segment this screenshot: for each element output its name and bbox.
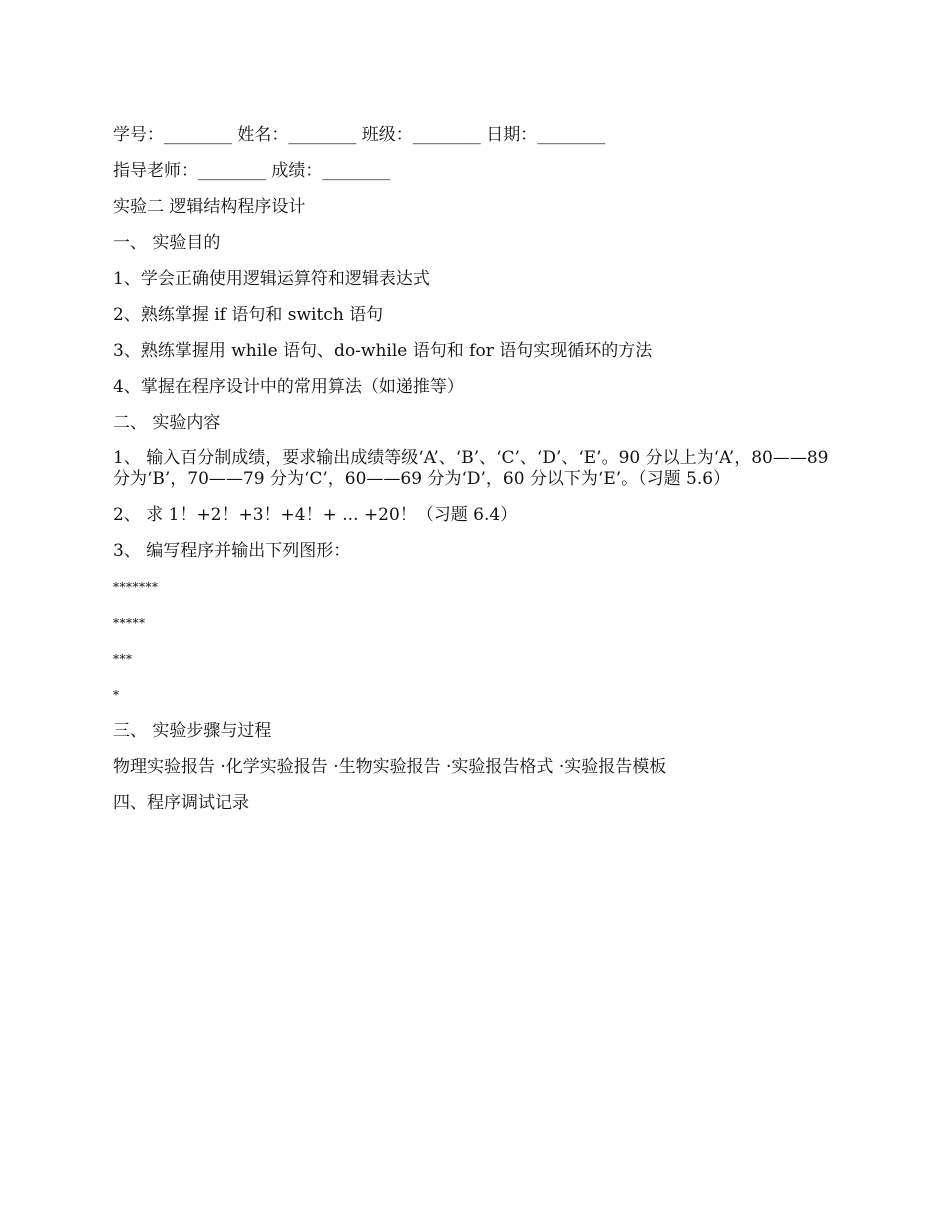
purpose-item: 1、学会正确使用逻辑运算符和逻辑表达式 bbox=[113, 269, 430, 289]
section-heading-steps: 三、 实验步骤与过程 bbox=[113, 721, 272, 741]
content-item: 2、 求 1！+2！+3！+4！+ ... +20！（习题 6.4） bbox=[113, 505, 518, 525]
experiment-title: 实验二 逻辑结构程序设计 bbox=[113, 197, 306, 217]
section-heading-content: 二、 实验内容 bbox=[113, 413, 221, 433]
purpose-item: 3、熟练掌握用 while 语句、do-while 语句和 for 语句实现循环的方法 bbox=[113, 341, 653, 361]
section-heading-debug: 四、程序调试记录 bbox=[113, 793, 249, 813]
pattern-row: ***** bbox=[113, 616, 146, 630]
purpose-item: 4、掌握在程序设计中的常用算法（如递推等） bbox=[113, 377, 464, 397]
related-links-text: 物理实验报告 ·化学实验报告 ·生物实验报告 ·实验报告格式 ·实验报告模板 bbox=[113, 757, 667, 777]
pattern-row: ******* bbox=[113, 580, 159, 594]
content-item: 3、 编写程序并输出下列图形： bbox=[113, 541, 351, 561]
content-item: 1、 输入百分制成绩，要求输出成绩等级‘A’、‘B’、‘C’、‘D’、‘E’。90 分以上为‘A’，80——89 分为‘B’，70——79 分为‘C’，60——69 分为‘D’，60 分以下为‘E’。（习题 5.6） bbox=[113, 448, 829, 489]
teacher-info-line: 指导老师：________ 成绩：________ bbox=[113, 161, 391, 181]
pattern-row: *** bbox=[113, 652, 133, 666]
student-info-line: 学号：________ 姓名：________ 班级：________ 日期：________ bbox=[113, 125, 606, 145]
purpose-item: 2、熟练掌握 if 语句和 switch 语句 bbox=[113, 305, 384, 325]
document-content bbox=[113, 124, 843, 828]
pattern-row: * bbox=[113, 688, 120, 702]
section-heading-purpose: 一、 实验目的 bbox=[113, 233, 221, 253]
